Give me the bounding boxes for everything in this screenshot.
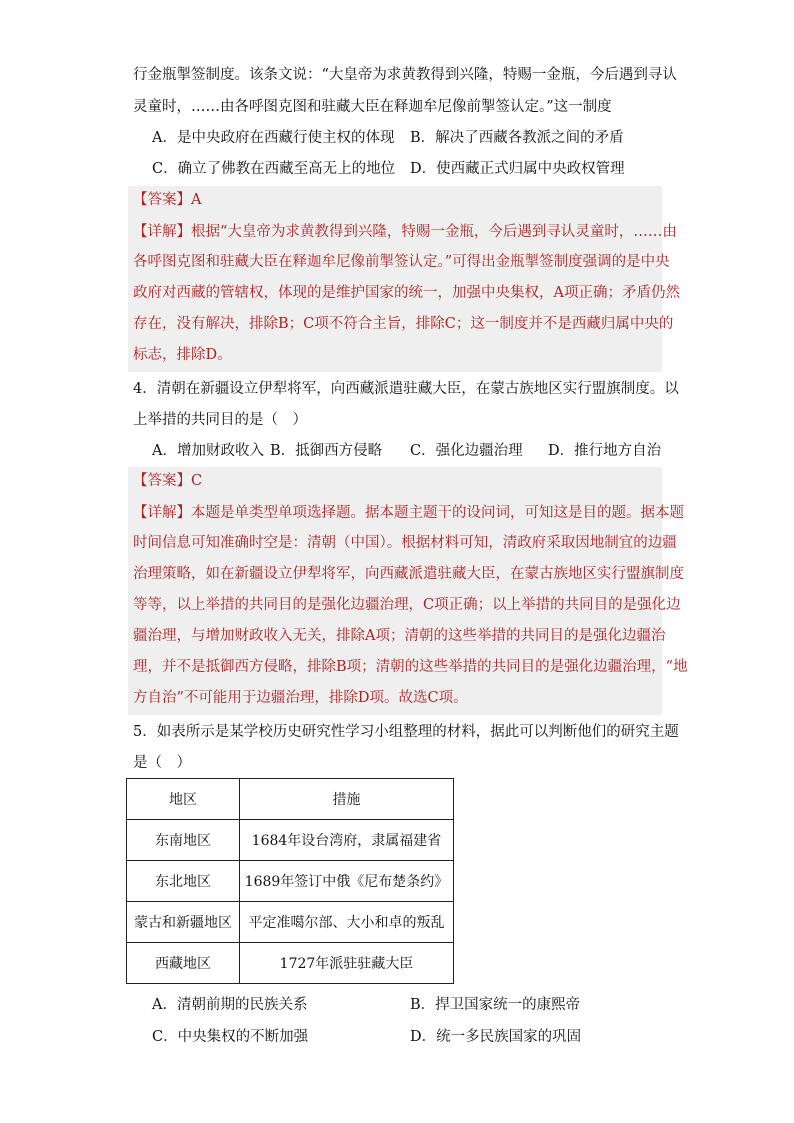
q3-stem-line-2: 灵童时，……由各呼图克图和驻藏大臣在释迦牟尼像前掣签认定。”这一制度 bbox=[133, 99, 612, 115]
q3-detail-line-3: 政府对西藏的管辖权，体现的是维护国家的统一，加强中央集权，A项正确；矛盾仍然 bbox=[133, 285, 680, 301]
q4-answer-value: C bbox=[191, 473, 203, 489]
table-row bbox=[127, 820, 454, 861]
q4-option-a: A．增加财政收入 bbox=[152, 443, 264, 459]
q5-stem-line-1: 5．如表所示是某学校历史研究性学习小组整理的材料，据此可以判断他们的研究主题 bbox=[133, 724, 679, 740]
q4-detail-label: 【详解】 bbox=[133, 505, 191, 521]
q5-material-table bbox=[126, 778, 454, 984]
q4-detail-line-2: 时间信息可知准确时空是：清朝（中国）。根据材料可知，清政府采取因地制宜的边疆 bbox=[133, 535, 677, 551]
q3-detail-line-5: 标志，排除D。 bbox=[133, 347, 232, 363]
q3-answer-label: 【答案】 bbox=[133, 192, 191, 208]
table-header-row bbox=[127, 779, 454, 820]
q4-option-b: B．抵御西方侵略 bbox=[270, 443, 383, 459]
q3-detail-line-4: 存在，没有解决，排除B；C项不符合主旨，排除C；这一制度并不是西藏归属中央的 bbox=[133, 316, 674, 332]
q5-option-c: C．中央集权的不断加强 bbox=[152, 1029, 309, 1045]
table-cell-measure: 平定准噶尔部、大小和卓的叛乱 bbox=[240, 902, 454, 943]
q4-option-d: D．推行地方自治 bbox=[548, 443, 662, 459]
table-row bbox=[127, 902, 454, 943]
table-row bbox=[127, 943, 454, 984]
q5-option-b: B．捍卫国家统一的康熙帝 bbox=[410, 997, 581, 1013]
table-cell-region: 西藏地区 bbox=[127, 943, 240, 984]
q3-detail-line-1 bbox=[133, 222, 677, 242]
q3-answer-value: A bbox=[191, 192, 202, 208]
q4-answer-label: 【答案】 bbox=[133, 473, 191, 489]
q3-option-b: B．解决了西藏各教派之间的矛盾 bbox=[410, 130, 624, 146]
table-cell-measure: 1727年派驻驻藏大臣 bbox=[240, 943, 454, 984]
table-header-measure: 措施 bbox=[240, 779, 454, 820]
q4-detail-line-1 bbox=[133, 503, 684, 523]
q4-detail-text-1: 本题是单类型单项选择题。据本题主题干的设问词，可知这是目的题。据本题 bbox=[191, 505, 684, 521]
q3-detail-line-2: 各呼图克图和驻藏大臣在释迦牟尼像前掣签认定。”可得出金瓶掣签制度强调的是中央 bbox=[133, 254, 670, 270]
q3-option-c: C．确立了佛教在西藏至高无上的地位 bbox=[152, 161, 396, 177]
q3-detail-label: 【详解】 bbox=[133, 224, 191, 240]
table-cell-region: 蒙古和新疆地区 bbox=[127, 902, 240, 943]
q3-detail-text-1: 根据“大皇帝为求黄教得到兴隆，特赐一金瓶，今后遇到寻认灵童时，……由 bbox=[191, 224, 677, 240]
q3-answer-line bbox=[133, 190, 201, 210]
q4-detail-line-4: 等等，以上举措的共同目的是强化边疆治理，C项正确；以上举措的共同目的是强化边 bbox=[133, 597, 681, 613]
q4-detail-line-6: 理，并不是抵御西方侵略，排除B项；清朝的这些举措的共同目的是强化边疆治理，“地 bbox=[133, 659, 688, 675]
table-cell-measure: 1689年签订中俄《尼布楚条约》 bbox=[240, 861, 454, 902]
q3-option-a: A．是中央政府在西藏行使主权的体现 bbox=[152, 130, 395, 146]
q4-detail-line-7: 方自治”不可能用于边疆治理，排除D项。故选C项。 bbox=[133, 690, 468, 706]
q4-detail-line-5: 疆治理，与增加财政收入无关，排除A项；清朝的这些举措的共同目的是强化边疆治 bbox=[133, 628, 666, 644]
q3-option-d: D．使西藏正式归属中央政权管理 bbox=[410, 161, 625, 177]
q4-option-c: C．强化边疆治理 bbox=[410, 443, 523, 459]
q3-stem-line-1: 行金瓶掣签制度。该条文说：“大皇帝为求黄教得到兴隆，特赐一金瓶，今后遇到寻认 bbox=[133, 67, 677, 83]
q4-stem-line-2: 上举措的共同目的是（ ） bbox=[133, 412, 307, 428]
q5-option-d: D．统一多民族国家的巩固 bbox=[410, 1029, 582, 1045]
table-cell-measure: 1684年设台湾府，隶属福建省 bbox=[240, 820, 454, 861]
q4-stem-line-1: 4．清朝在新疆设立伊犁将军，向西藏派遣驻藏大臣，在蒙古族地区实行盟旗制度。以 bbox=[133, 381, 679, 397]
q5-stem-line-2: 是（ ） bbox=[133, 755, 191, 771]
table-cell-region: 东北地区 bbox=[127, 861, 240, 902]
q5-option-a: A．清朝前期的民族关系 bbox=[152, 997, 308, 1013]
q4-answer-block bbox=[128, 467, 688, 715]
q4-detail-line-3: 治理策略，如在新疆设立伊犁将军，向西藏派遣驻藏大臣，在蒙古族地区实行盟旗制度 bbox=[133, 566, 684, 582]
table-cell-region: 东南地区 bbox=[127, 820, 240, 861]
q3-answer-block bbox=[128, 186, 680, 372]
table-row bbox=[127, 861, 454, 902]
table-header-region: 地区 bbox=[127, 779, 240, 820]
q4-answer-line bbox=[133, 471, 202, 491]
